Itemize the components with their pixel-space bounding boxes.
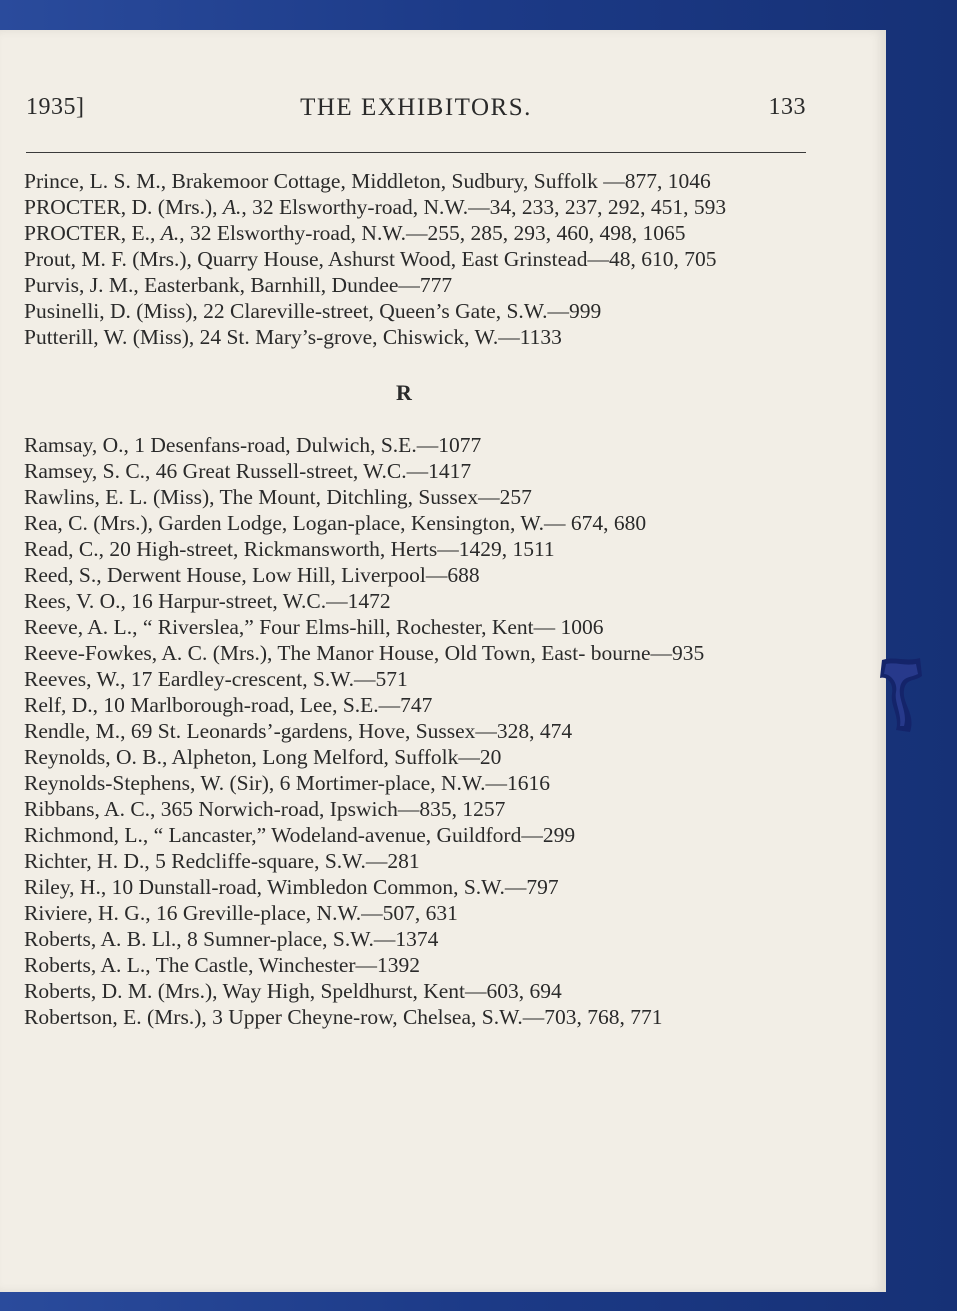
exhibitor-entry: Robertson, E. (Mrs.), 3 Upper Cheyne-row, Chelsea, S.W.—703, 768, 771: [24, 1005, 663, 1029]
exhibitor-entry: Purvis, J. M., Easterbank, Barnhill, Dundee—777: [24, 273, 453, 297]
exhibitor-entry: Ribbans, A. C., 365 Norwich-road, Ipswich—835, 1257: [24, 797, 506, 821]
exhibitor-entry: Richter, H. D., 5 Redcliffe-square, S.W.—281: [24, 849, 420, 873]
exhibitor-entry: PROCTER, D. (Mrs.), A., 32 Elsworthy-road, N.W.—34, 233, 237, 292, 451, 593: [24, 195, 727, 219]
exhibitor-entry: Ramsay, O., 1 Desenfans-road, Dulwich, S.E.—1077: [24, 433, 482, 457]
exhibitor-entry: Roberts, A. B. Ll., 8 Sumner-place, S.W.—1374: [24, 927, 439, 951]
exhibitor-entry: Riviere, H. G., 16 Greville-place, N.W.—507, 631: [24, 901, 458, 925]
exhibitor-entry: Rea, C. (Mrs.), Garden Lodge, Logan-place, Kensington, W.— 674, 680: [24, 511, 647, 535]
exhibitor-entry: Rees, V. O., 16 Harpur-street, W.C.—1472: [24, 589, 391, 613]
exhibitor-entry: PROCTER, E., A., 32 Elsworthy-road, N.W.—255, 285, 293, 460, 498, 1065: [24, 221, 686, 245]
header-rule: [26, 152, 806, 153]
page-number: 133: [768, 94, 806, 120]
exhibitor-entry: Rawlins, E. L. (Miss), The Mount, Ditchling, Sussex—257: [24, 485, 532, 509]
exhibitor-entry: Reed, S., Derwent House, Low Hill, Liverpool—688: [24, 563, 480, 587]
exhibitor-entry: Riley, H., 10 Dunstall-road, Wimbledon Common, S.W.—797: [24, 875, 559, 899]
page-header: [26, 94, 806, 134]
section-letter: R: [396, 380, 412, 405]
exhibitor-entry: Reeve-Fowkes, A. C. (Mrs.), The Manor House, Old Town, East- bourne—935: [24, 641, 705, 665]
exhibitor-entry: Roberts, D. M. (Mrs.), Way High, Speldhurst, Kent—603, 694: [24, 979, 562, 1003]
bookmark-ribbon-icon: [876, 656, 926, 734]
exhibitor-entry: Rendle, M., 69 St. Leonards’-gardens, Hove, Sussex—328, 474: [24, 719, 573, 743]
exhibitor-entry: Richmond, L., “ Lancaster,” Wodeland-avenue, Guildford—299: [24, 823, 576, 847]
exhibitor-entry: Pusinelli, D. (Miss), 22 Clareville-street, Queen’s Gate, S.W.—999: [24, 299, 602, 323]
exhibitor-entry: Putterill, W. (Miss), 24 St. Mary’s-grove, Chiswick, W.—1133: [24, 325, 562, 349]
exhibitor-entry: Roberts, A. L., The Castle, Winchester—1392: [24, 953, 421, 977]
exhibitor-entry: Prince, L. S. M., Brakemoor Cottage, Middleton, Sudbury, Suffolk —877, 1046: [24, 169, 711, 193]
exhibitor-entry: Ramsey, S. C., 46 Great Russell-street, W.C.—1417: [24, 459, 472, 483]
exhibitor-entry: Reynolds, O. B., Alpheton, Long Melford, Suffolk—20: [24, 745, 502, 769]
exhibitor-entry: Prout, M. F. (Mrs.), Quarry House, Ashurst Wood, East Grinstead—48, 610, 705: [24, 247, 717, 271]
exhibitor-entry: Reeve, A. L., “ Riverslea,” Four Elms-hill, Rochester, Kent— 1006: [24, 615, 604, 639]
exhibitor-entry: Relf, D., 10 Marlborough-road, Lee, S.E.—747: [24, 693, 433, 717]
header-year: 1935]: [26, 94, 85, 120]
exhibitor-list: [24, 168, 814, 1030]
book-page: [0, 30, 886, 1292]
exhibitor-entry: Read, C., 20 High-street, Rickmansworth, Herts—1429, 1511: [24, 537, 555, 561]
exhibitor-entry: Reynolds-Stephens, W. (Sir), 6 Mortimer-place, N.W.—1616: [24, 771, 551, 795]
exhibitor-entry: Reeves, W., 17 Eardley-crescent, S.W.—571: [24, 667, 408, 691]
header-title: THE EXHIBITORS.: [300, 94, 532, 121]
